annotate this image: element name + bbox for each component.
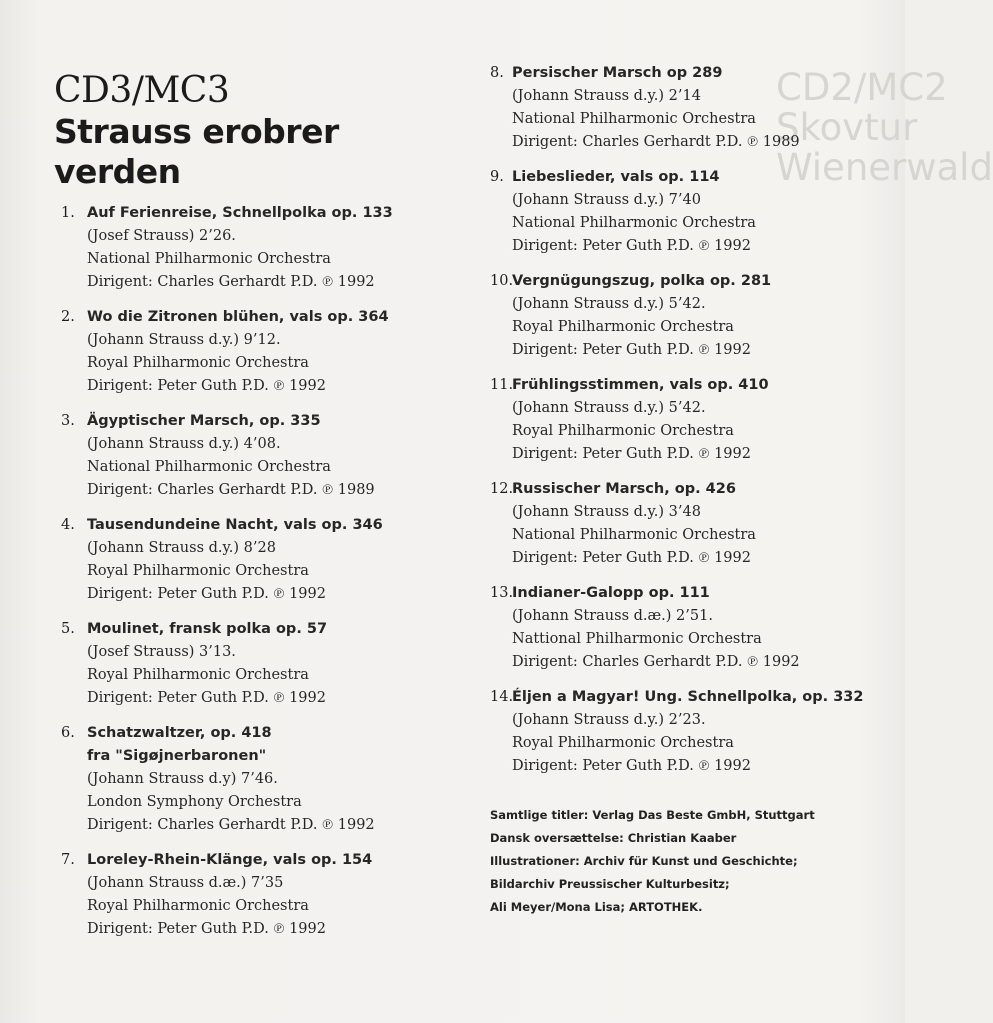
track-title: Russischer Marsch, op. 426 (512, 481, 736, 497)
track-title: Frühlingsstimmen, vals op. 410 (512, 377, 769, 393)
track-conductor: Dirigent: Charles Gerhardt P.D. ℗ 1989 (512, 134, 800, 150)
track-conductor: Dirigent: Charles Gerhardt P.D. ℗ 1992 (512, 654, 800, 670)
track-composer: (Johann Strauss d.æ.) 2’51. (512, 608, 713, 624)
track-title: Ägyptischer Marsch, op. 335 (87, 413, 321, 429)
cd-code-heading: CD3/MC3 (54, 70, 230, 111)
track-orchestra: National Philharmonic Orchestra (87, 459, 331, 475)
track-composer: (Johann Strauss d.y.) 3’48 (512, 504, 701, 520)
track-composer: (Johann Strauss d.y.) 4’08. (87, 436, 281, 452)
track-orchestra: Royal Philharmonic Orchestra (87, 355, 309, 371)
track-orchestra: Royal Philharmonic Orchestra (512, 319, 734, 335)
track-number: 7. (61, 852, 75, 868)
track-composer: (Johann Strauss d.y.) 8’28 (87, 540, 276, 556)
track-title: Auf Ferienreise, Schnellpolka op. 133 (87, 205, 393, 221)
track-entry (54, 722, 474, 837)
track-number: 11. (490, 377, 514, 393)
track-conductor: Dirigent: Peter Guth P.D. ℗ 1992 (512, 446, 751, 462)
track-conductor: Dirigent: Peter Guth P.D. ℗ 1992 (512, 758, 751, 774)
track-entry (54, 514, 474, 606)
track-composer: (Johann Strauss d.y.) 5’42. (512, 296, 706, 312)
track-composer: (Josef Strauss) 3’13. (87, 644, 236, 660)
track-entry (490, 62, 890, 154)
track-entry (54, 306, 474, 398)
track-title: Schatzwaltzer, op. 418 (87, 725, 272, 741)
bleed-through-text: CD2/MC2 Skovtur Wienerwald (776, 66, 993, 189)
track-number: 4. (61, 517, 75, 533)
track-entry (490, 270, 890, 362)
credit-line: Dansk oversættelse: Christian Kaaber (490, 831, 737, 845)
track-conductor: Dirigent: Peter Guth P.D. ℗ 1992 (512, 238, 751, 254)
track-title: Moulinet, fransk polka op. 57 (87, 621, 328, 637)
track-conductor: Dirigent: Peter Guth P.D. ℗ 1992 (87, 378, 326, 394)
track-title: Wo die Zitronen blühen, vals op. 364 (87, 309, 389, 325)
track-title: Tausendundeine Nacht, vals op. 346 (87, 517, 383, 533)
track-title: Vergnügungszug, polka op. 281 (512, 273, 772, 289)
track-entry (490, 374, 890, 466)
track-entry (490, 686, 890, 778)
track-title: Loreley-Rhein-Klänge, vals op. 154 (87, 852, 373, 868)
track-number: 2. (61, 309, 75, 325)
track-subtitle: fra "Sigøjnerbaronen" (87, 748, 267, 764)
track-orchestra: National Philharmonic Orchestra (87, 251, 331, 267)
credit-line: Ali Meyer/Mona Lisa; ARTOTHEK. (490, 900, 703, 914)
track-composer: (Johann Strauss d.y.) 7’40 (512, 192, 701, 208)
track-conductor: Dirigent: Charles Gerhardt P.D. ℗ 1989 (87, 482, 375, 498)
track-entry (54, 202, 474, 294)
track-number: 9. (490, 169, 504, 185)
track-composer: (Johann Strauss d.y.) 5’42. (512, 400, 706, 416)
track-orchestra: London Symphony Orchestra (87, 794, 302, 810)
credit-line: Samtlige titler: Verlag Das Beste GmbH, Stuttgart (490, 808, 815, 822)
track-entry (54, 410, 474, 502)
track-orchestra: Royal Philharmonic Orchestra (87, 898, 309, 914)
track-orchestra: Royal Philharmonic Orchestra (87, 563, 309, 579)
track-composer: (Johann Strauss d.y.) 2’14 (512, 88, 701, 104)
track-orchestra: Royal Philharmonic Orchestra (512, 423, 734, 439)
track-title: Indianer-Galopp op. 111 (512, 585, 710, 601)
track-list-left (54, 202, 474, 941)
track-number: 12. (490, 481, 514, 497)
track-number: 5. (61, 621, 75, 637)
track-list-right (490, 62, 890, 778)
track-number: 10. (490, 273, 514, 289)
track-entry (54, 618, 474, 710)
track-entry (490, 166, 890, 258)
track-conductor: Dirigent: Peter Guth P.D. ℗ 1992 (87, 586, 326, 602)
right-column (490, 62, 890, 919)
track-orchestra: National Philharmonic Orchestra (512, 111, 756, 127)
track-conductor: Dirigent: Peter Guth P.D. ℗ 1992 (87, 921, 326, 937)
track-composer: (Josef Strauss) 2’26. (87, 228, 236, 244)
track-conductor: Dirigent: Peter Guth P.D. ℗ 1992 (87, 690, 326, 706)
credit-line: Illustrationer: Archiv für Kunst und Geschichte; (490, 854, 798, 868)
track-title: Persischer Marsch op 289 (512, 65, 723, 81)
track-title: Éljen a Magyar! Ung. Schnellpolka, op. 332 (512, 689, 864, 705)
track-entry (490, 582, 890, 674)
left-column (54, 72, 474, 953)
track-orchestra: Royal Philharmonic Orchestra (512, 735, 734, 751)
track-orchestra: National Philharmonic Orchestra (512, 215, 756, 231)
track-number: 1. (61, 205, 75, 221)
track-orchestra: Nattional Philharmonic Orchestra (512, 631, 762, 647)
album-title: Strauss erobrer verden (54, 112, 339, 191)
credits-block (490, 804, 890, 919)
track-composer: (Johann Strauss d.y.) 2’23. (512, 712, 706, 728)
track-number: 8. (490, 65, 504, 81)
track-number: 3. (61, 413, 75, 429)
track-conductor: Dirigent: Peter Guth P.D. ℗ 1992 (512, 550, 751, 566)
track-orchestra: National Philharmonic Orchestra (512, 527, 756, 543)
track-number: 13. (490, 585, 514, 601)
track-number: 6. (61, 725, 75, 741)
track-entry (490, 478, 890, 570)
track-conductor: Dirigent: Charles Gerhardt P.D. ℗ 1992 (87, 817, 375, 833)
track-composer: (Johann Strauss d.æ.) 7’35 (87, 875, 284, 891)
track-number: 14. (490, 689, 514, 705)
track-entry (54, 849, 474, 941)
track-conductor: Dirigent: Peter Guth P.D. ℗ 1992 (512, 342, 751, 358)
track-orchestra: Royal Philharmonic Orchestra (87, 667, 309, 683)
track-title: Liebeslieder, vals op. 114 (512, 169, 720, 185)
track-conductor: Dirigent: Charles Gerhardt P.D. ℗ 1992 (87, 274, 375, 290)
track-composer: (Johann Strauss d.y.) 9’12. (87, 332, 281, 348)
credit-line: Bildarchiv Preussischer Kulturbesitz; (490, 877, 730, 891)
track-composer: (Johann Strauss d.y) 7’46. (87, 771, 278, 787)
